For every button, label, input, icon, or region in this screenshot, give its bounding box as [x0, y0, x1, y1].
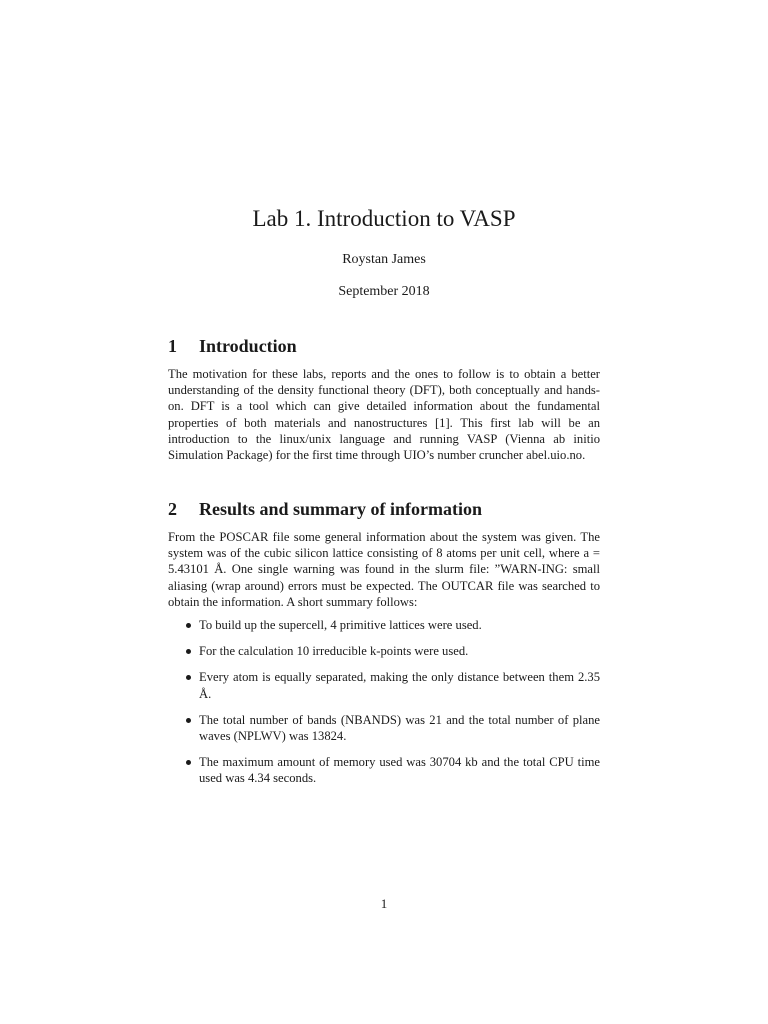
introduction-paragraph [168, 366, 600, 463]
list-item [168, 712, 600, 744]
document-title: Lab 1. Introduction to VASP [252, 206, 516, 231]
list-item [168, 754, 600, 786]
list-item [168, 669, 600, 701]
page-number: 1 [380, 896, 388, 911]
section-title: Introduction [199, 336, 297, 356]
section-heading-introduction [168, 334, 608, 358]
list-item-text: The total number of bands (NBANDS) was 21 and the total number of plane waves (NPLWV) was 13824. [199, 712, 600, 744]
list-item [168, 643, 600, 659]
section-number: 1 [168, 336, 177, 356]
document-author: Roystan James [342, 252, 426, 267]
summary-list [168, 617, 600, 797]
list-item-text: For the calculation 10 irreducible k-points were used. [199, 644, 469, 659]
document-date: September 2018 [338, 284, 430, 299]
paragraph-text: The motivation for these labs, reports and the ones to follow is to obtain a better understanding of the density functional theory (DFT), both conceptually and hands-on. DFT is a tool which can give detailed information about the fundamental properties of both materials and nanostructures [1]. This first lab will be an introduction to the linux/unix language and running VASP (Vienna ab initio Simulation Package) for the first time through UIO’s number cruncher abel.uio.no. [168, 367, 600, 463]
section-title: Results and summary of information [199, 499, 483, 519]
section-heading-results [168, 497, 608, 521]
section-number: 2 [168, 499, 177, 519]
paragraph-text: From the POSCAR file some general information about the system was given. The system was of the cubic silicon lattice consisting of 8 atoms per unit cell, where a = 5.43101 Å. One single warning was found in the slurm file: ”WARN-ING: small aliasing (wrap around) errors must be expected. The OUTCAR file was searched to obtain the information. A short summary follows: [168, 530, 600, 609]
list-item-text: Every atom is equally separated, making the only distance between them 2.35 Å. [199, 670, 600, 701]
bullet-icon [186, 718, 191, 723]
list-item [168, 617, 600, 633]
bullet-icon [186, 623, 191, 628]
results-paragraph [168, 529, 600, 610]
bullet-icon [186, 649, 191, 654]
bullet-icon [186, 675, 191, 680]
bullet-icon [186, 760, 191, 765]
list-item-text: To build up the supercell, 4 primitive lattices were used. [199, 618, 482, 632]
list-item-text: The maximum amount of memory used was 30704 kb and the total CPU time used was 4.34 seconds. [199, 755, 600, 786]
